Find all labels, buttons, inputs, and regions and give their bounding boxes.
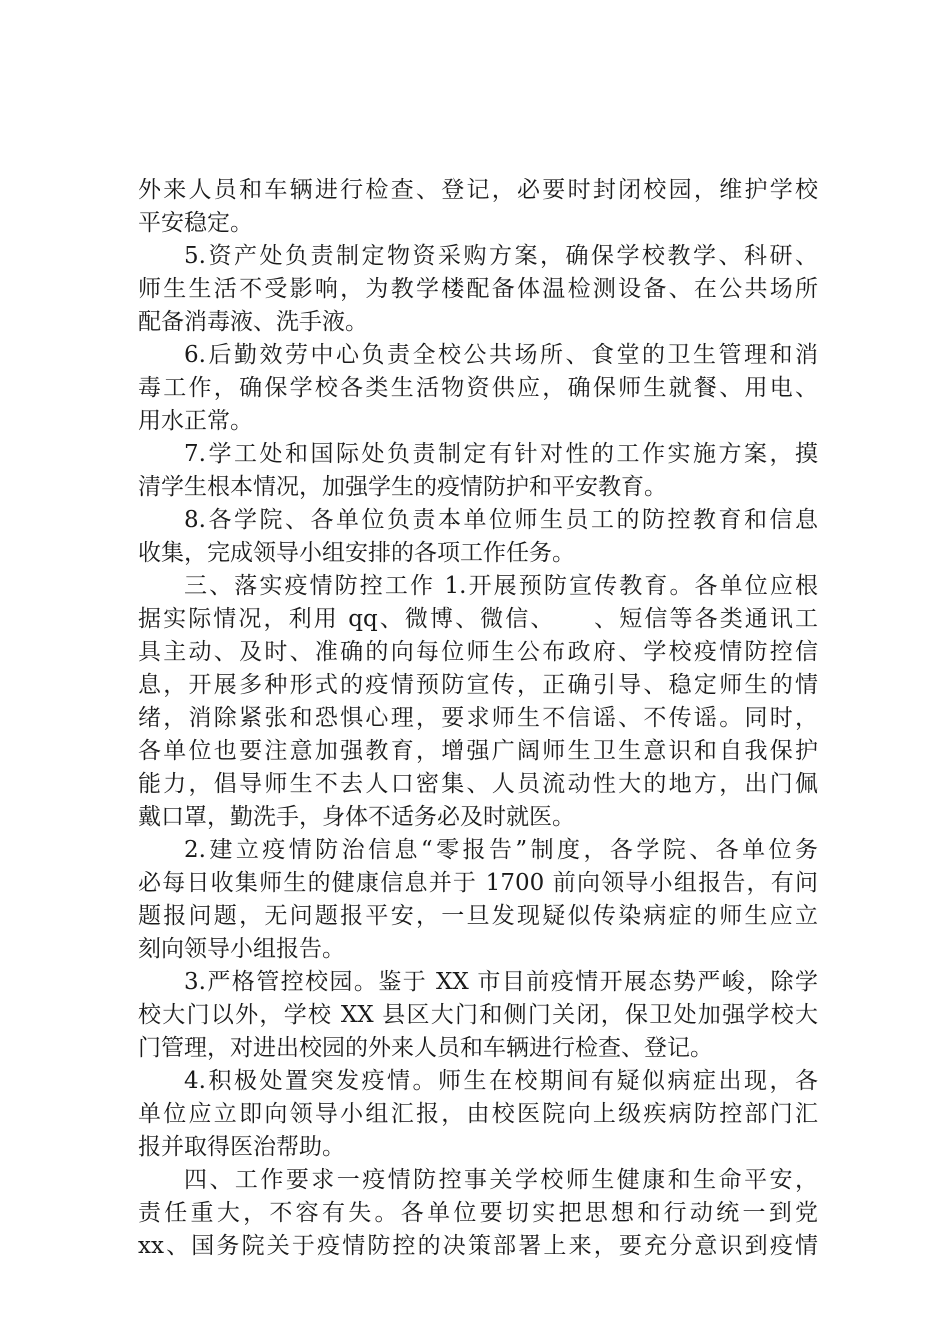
text-line: 能力，倡导师生不去人口密集、人员流动性大的地方，出门佩 bbox=[138, 771, 818, 797]
text-line: 3.严格管控校园。鉴于 XX 市目前疫情开展态势严峻，除学 bbox=[184, 969, 818, 995]
text-line: 7.学工处和国际处负责制定有针对性的工作实施方案，摸 bbox=[184, 441, 818, 467]
text-line: 8.各学院、各单位负责本单位师生员工的防控教育和信息 bbox=[184, 507, 818, 533]
text-line: 师生生活不受影响，为教学楼配备体温检测设备、在公共场所 bbox=[138, 276, 818, 302]
text-line: 校大门以外，学校 XX 县区大门和侧门关闭，保卫处加强学校大 bbox=[138, 1002, 818, 1028]
text-line: 配备消毒液、洗手液。 bbox=[138, 309, 368, 335]
text-line: 必每日收集师生的健康信息并于 1700 前向领导小组报告，有问 bbox=[138, 870, 818, 896]
text-line: 单位应立即向领导小组汇报，由校医院向上级疾病防控部门汇 bbox=[138, 1101, 818, 1127]
document-body bbox=[138, 174, 818, 1263]
text-line: 具主动、及时、准确的向每位师生公布政府、学校疫情防控信 bbox=[138, 639, 818, 665]
text-line: 各单位也要注意加强教育，增强广阔师生卫生意识和自我保护 bbox=[138, 738, 818, 764]
text-line: 门管理，对进出校园的外来人员和车辆进行检查、登记。 bbox=[138, 1035, 713, 1061]
text-line: 清学生根本情况，加强学生的疫情防护和平安教育。 bbox=[138, 474, 667, 500]
text-line: 5.资产处负责制定物资采购方案，确保学校教学、科研、 bbox=[184, 243, 818, 269]
text-line: 据实际情况，利用 qq、微博、微信、 、短信等各类通讯工 bbox=[138, 606, 818, 632]
text-line: 三、落实疫情防控工作 1.开展预防宣传教育。各单位应根 bbox=[184, 573, 818, 599]
text-line: 绪，消除紧张和恐惧心理，要求师生不信谣、不传谣。同时， bbox=[138, 705, 818, 731]
text-line: 刻向领导小组报告。 bbox=[138, 936, 345, 962]
text-line: 戴口罩，勤洗手，身体不适务必及时就医。 bbox=[138, 804, 575, 830]
text-line: 4.积极处置突发疫情。师生在校期间有疑似病症出现，各 bbox=[184, 1068, 818, 1094]
text-line: 6.后勤效劳中心负责全校公共场所、食堂的卫生管理和消 bbox=[184, 342, 818, 368]
text-line: 责任重大，不容有失。各单位要切实把思想和行动统一到党 bbox=[138, 1200, 818, 1226]
text-line: 毒工作，确保学校各类生活物资供应，确保师生就餐、用电、 bbox=[138, 375, 818, 401]
text-line: 用水正常。 bbox=[138, 408, 253, 434]
text-line: 报并取得医治帮助。 bbox=[138, 1134, 345, 1160]
text-line: 收集，完成领导小组安排的各项工作任务。 bbox=[138, 540, 575, 566]
text-line: xx、国务院关于疫情防控的决策部署上来，要充分意识到疫情 bbox=[138, 1233, 818, 1259]
text-line: 外来人员和车辆进行检查、登记，必要时封闭校园，维护学校 bbox=[138, 177, 818, 203]
text-line: 平安稳定。 bbox=[138, 210, 253, 236]
text-line: 题报问题，无问题报平安，一旦发现疑似传染病症的师生应立 bbox=[138, 903, 818, 929]
text-line: 四、工作要求一疫情防控事关学校师生健康和生命平安， bbox=[184, 1167, 818, 1193]
text-line: 息，开展多种形式的疫情预防宣传，正确引导、稳定师生的情 bbox=[138, 672, 818, 698]
text-line: 2.建立疫情防治信息“零报告”制度，各学院、各单位务 bbox=[184, 837, 818, 863]
